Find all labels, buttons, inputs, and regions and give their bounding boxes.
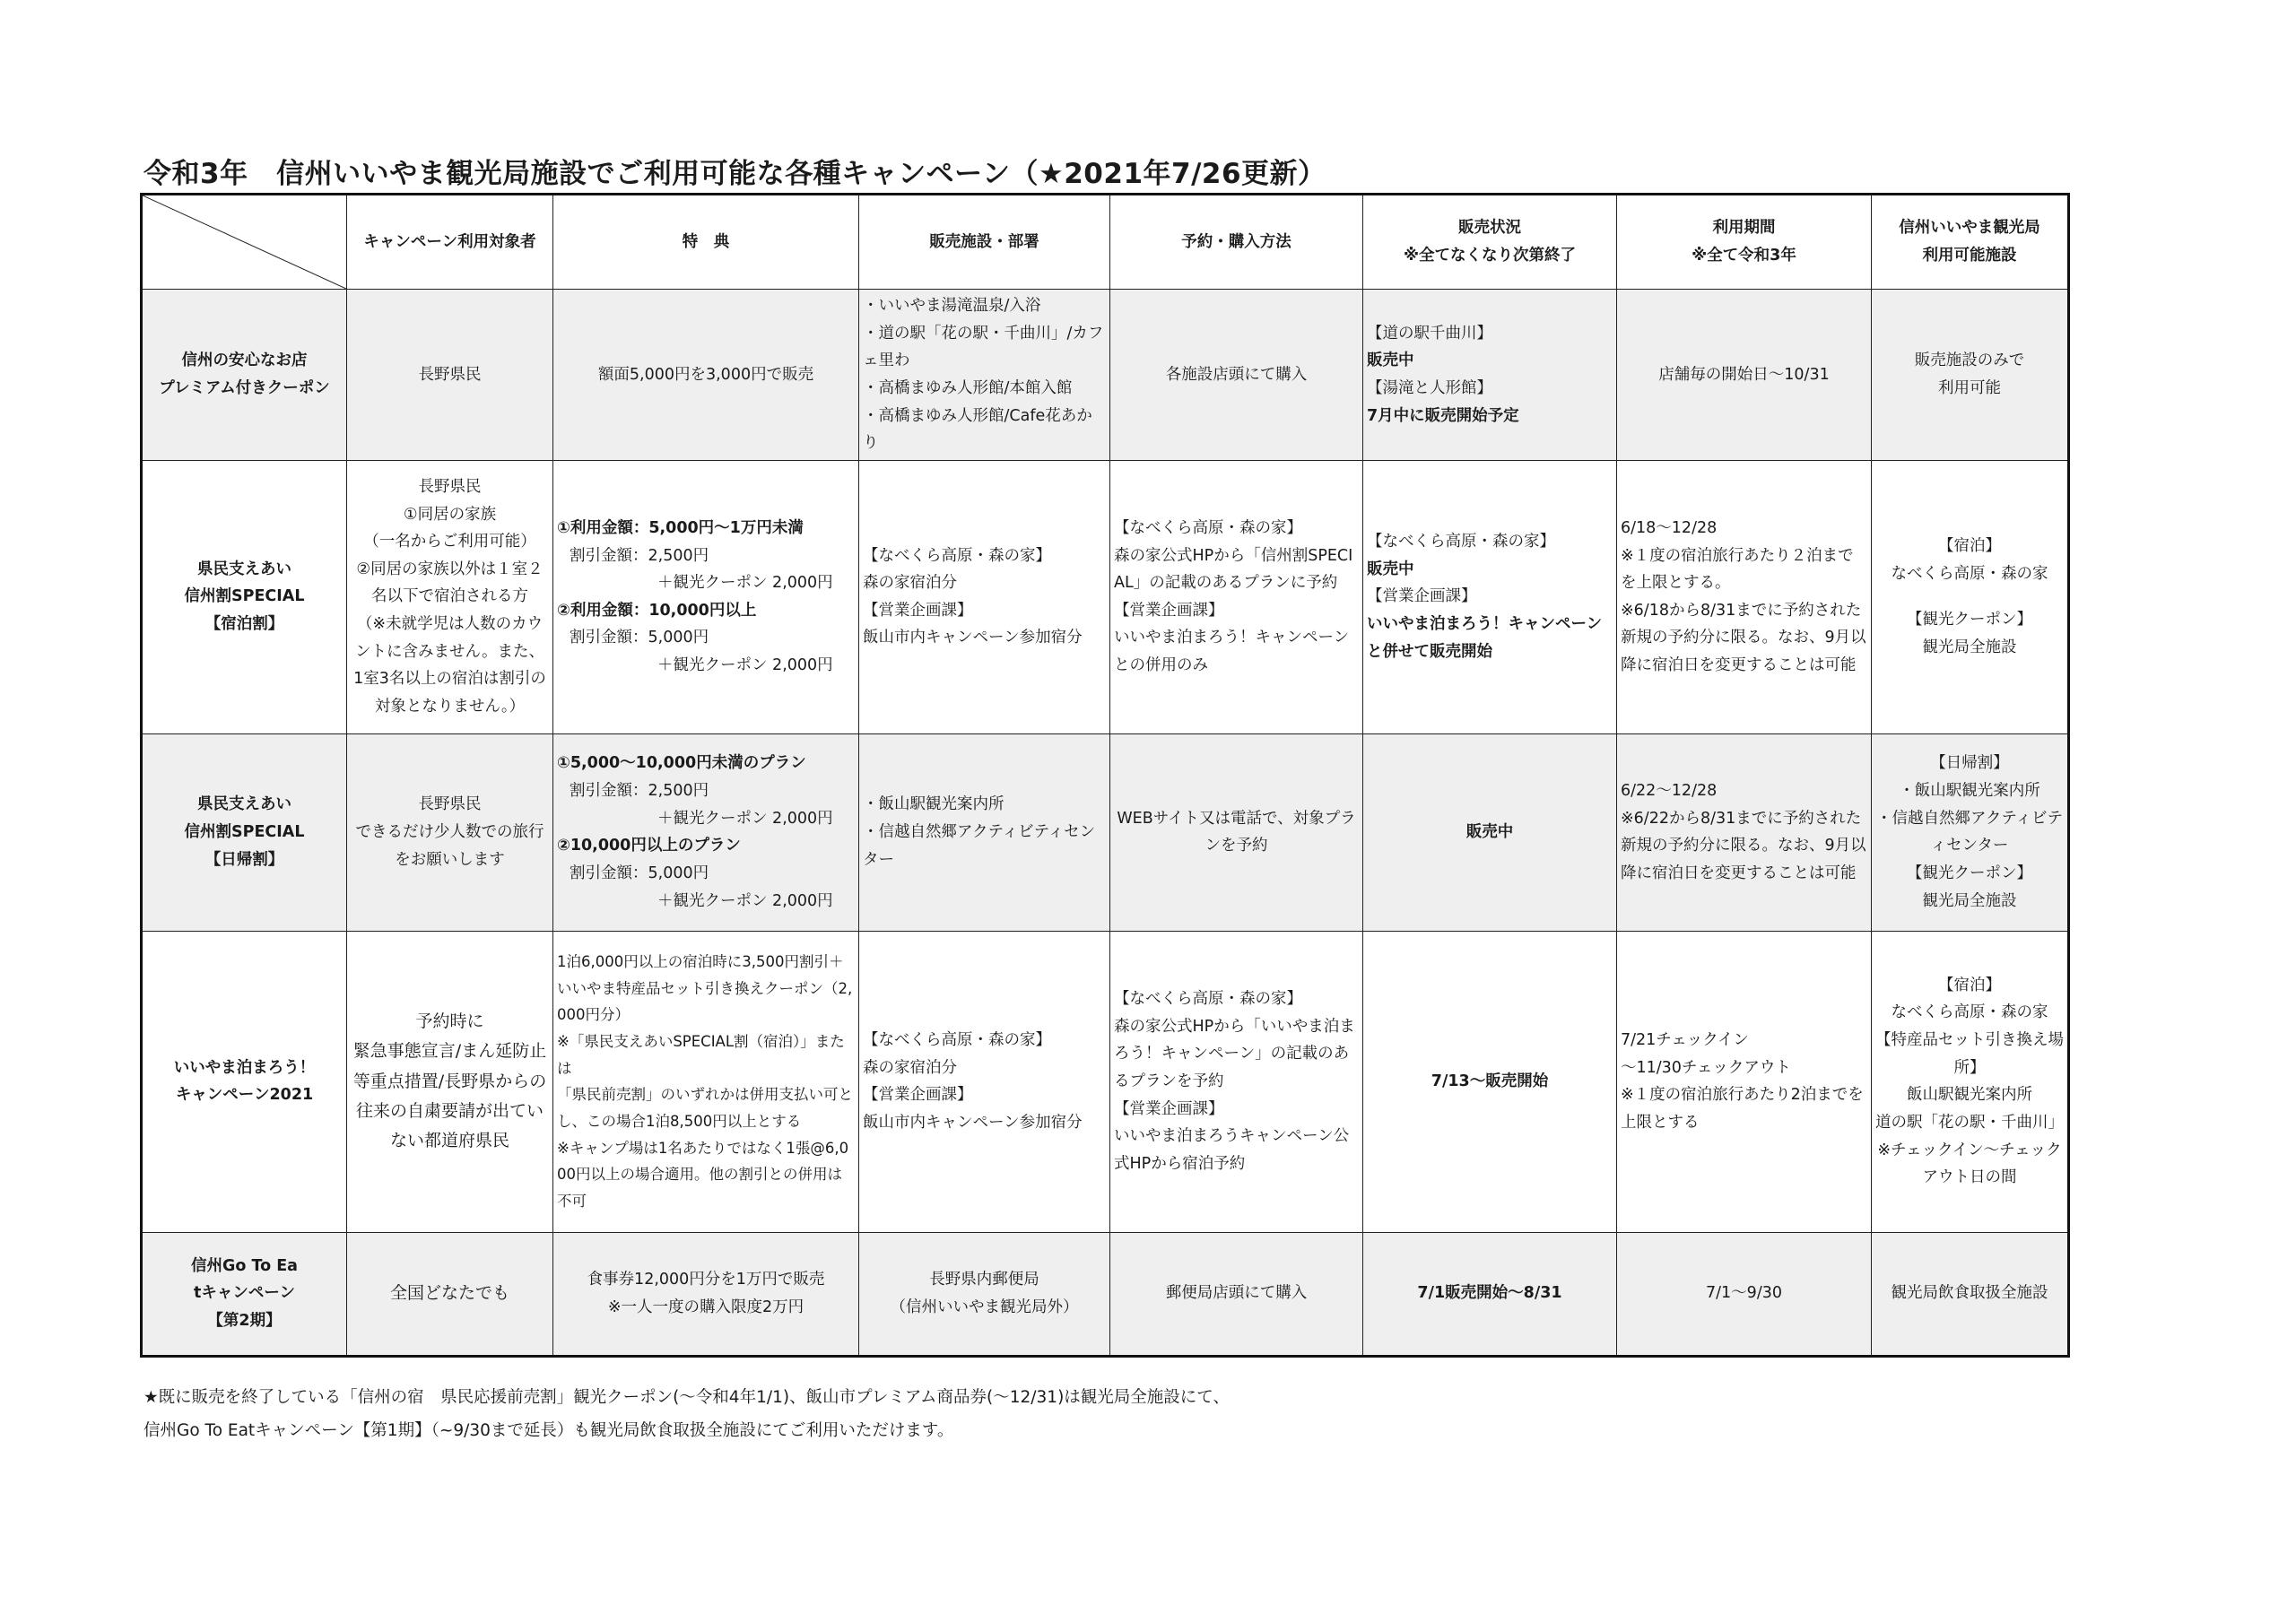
table-row <box>142 1232 2069 1356</box>
page-title: 令和3年 信州いいやま観光局施設でご利用可能な各種キャンペーン（★2021年7/26更新） <box>144 158 1326 190</box>
facility-line: 【日帰割】 <box>1930 754 2009 773</box>
facility-line: 観光局全施設 <box>1922 891 2017 910</box>
method-cell <box>1110 1232 1363 1356</box>
benefit-line: ※「県民支えあいSPECIAL割（宿泊）」または <box>557 1032 845 1077</box>
sales-line: 森の家宿泊分 <box>863 574 957 593</box>
benefit-line: ＋観光クーポン 2,000円 <box>657 656 833 674</box>
campaign-name-line: いいやま泊まろう！ <box>173 1058 316 1077</box>
target-line: 長野県民 <box>418 477 482 496</box>
target-cell <box>347 931 553 1232</box>
facility-line: 【観光クーポン】 <box>1907 611 2032 629</box>
sales-line: ・高橋まゆみ人形館/本館入館 <box>863 378 1073 397</box>
target-line: 全国どなたでも <box>389 1283 509 1304</box>
method-cell <box>1110 460 1363 733</box>
status-cell <box>1363 1232 1617 1356</box>
target-line: 緊急事態宣言/まん延防止等重点措置/長野県からの往来の自粛要請が出ていない都道府県民 <box>352 1041 547 1151</box>
method-line: 【なべくら高原・森の家】 <box>1114 990 1302 1009</box>
target-cell <box>347 1232 553 1356</box>
header-target: キャンペーン利用対象者 <box>347 195 553 290</box>
benefit-line: ①5,000〜10,000円未満のプラン <box>557 754 806 773</box>
status-cell <box>1363 460 1617 733</box>
status-line: 【なべくら高原・森の家】 <box>1367 533 1555 551</box>
period-line: ※１度の宿泊旅行あたり2泊までを上限とする <box>1621 1086 1864 1132</box>
target-line: ②同居の家族以外は１室２名以下で宿泊される方 <box>356 560 544 606</box>
period-line: 店舗毎の開始日〜10/31 <box>1658 365 1830 384</box>
facility-line: 飯山駅観光案内所 <box>1907 1086 2032 1105</box>
benefit-line: 食事券12,000円分を1万円で販売 <box>587 1271 825 1289</box>
sales-line: ・いいやま湯滝温泉/入浴 <box>863 297 1041 315</box>
method-line: いいやま泊まろう！キャンペーンとの併用のみ <box>1114 629 1350 674</box>
status-line: 7/13〜販売開始 <box>1431 1072 1549 1090</box>
status-line: 7月中に販売開始予定 <box>1367 406 1519 425</box>
status-cell <box>1363 931 1617 1232</box>
sales-line: 【なべくら高原・森の家】 <box>863 1031 1051 1049</box>
facility-cell <box>1872 460 2069 733</box>
benefit-line: 「県民前売割」のいずれかは併用支払い可とし、この場合1泊8,500円以上とする <box>557 1086 853 1130</box>
sales-cell <box>859 733 1110 931</box>
facility-cell <box>1872 290 2069 461</box>
sales-line: 【営業企画課】 <box>863 601 973 620</box>
header-row <box>142 195 2069 290</box>
period-cell <box>1617 931 1872 1232</box>
sales-cell <box>859 290 1110 461</box>
method-line: いいやま泊まろうキャンペーン公式HPから宿泊予約 <box>1114 1127 1350 1173</box>
method-line: 【なべくら高原・森の家】 <box>1114 518 1302 537</box>
period-line: 7/1〜9/30 <box>1706 1284 1782 1303</box>
sales-line: 長野県内郵便局 <box>929 1271 1039 1289</box>
period-line: ※6/22から8/31までに予約された新規の予約分に限る。なお、9月以降に宿泊日を変更することは可能 <box>1621 809 1866 882</box>
facility-line: 【宿泊】 <box>1938 537 2001 555</box>
period-line: 6/18〜12/28 <box>1621 518 1718 537</box>
facility-line: 道の駅「花の駅・千曲川」 <box>1875 1113 2064 1132</box>
header-period <box>1617 195 1872 290</box>
diagonal-line-icon <box>143 195 346 289</box>
method-line: 各施設店頭にて購入 <box>1165 365 1308 384</box>
campaign-name-line: キャンペーン2021 <box>175 1086 314 1105</box>
method-line: 【営業企画課】 <box>1114 601 1224 620</box>
header-facility-line: 信州いいやま観光局 <box>1899 219 2040 238</box>
sales-cell <box>859 931 1110 1232</box>
facility-line: ・信越自然郷アクティビティセンター <box>1875 809 2064 855</box>
sales-line: ・信越自然郷アクティビティセンター <box>863 822 1096 869</box>
table-row <box>142 733 2069 931</box>
benefit-line: 割引金額：2,500円 <box>570 546 709 565</box>
header-sales: 販売施設・部署 <box>859 195 1110 290</box>
facility-line: 販売施設のみで <box>1914 352 2025 370</box>
target-line: （※未就学児は人数のカウントに含みません。また、1室3名以上の宿泊は割引の対象となりません。） <box>353 615 546 716</box>
campaign-name-line: 【日帰割】 <box>204 850 284 869</box>
method-line: 森の家公式HPから「信州割SPECIAL」の記載のあるプランに予約 <box>1114 546 1353 593</box>
sales-line: 飯山市内キャンペーン参加宿分 <box>863 629 1083 647</box>
target-line: 予約時に <box>415 1011 484 1032</box>
table-row <box>142 290 2069 461</box>
period-cell <box>1617 290 1872 461</box>
facility-line: 【特産品セット引き換え場所】 <box>1875 1031 2064 1077</box>
footnote-line: 信州Go To Eatキャンペーン【第1期】（~9/30まで延長）も観光局飲食取扱全施設にてご利用いただけます。 <box>144 1421 954 1440</box>
campaign-name <box>142 733 347 931</box>
status-line: 【湯滝と人形館】 <box>1367 378 1492 397</box>
facility-line: 【宿泊】 <box>1938 976 2001 994</box>
table-row <box>142 460 2069 733</box>
spacer <box>1875 587 2064 606</box>
target-cell <box>347 460 553 733</box>
period-line: 6/22〜12/28 <box>1621 782 1718 800</box>
benefit-line: ＋観光クーポン 2,000円 <box>657 891 833 910</box>
campaign-name <box>142 1232 347 1356</box>
method-cell <box>1110 931 1363 1232</box>
sales-cell <box>859 1232 1110 1356</box>
method-line: 郵便局店頭にて購入 <box>1165 1284 1308 1303</box>
benefit-line: 割引金額：5,000円 <box>570 864 709 882</box>
campaign-name-line: 県民支えあい <box>197 795 291 814</box>
header-status <box>1363 195 1617 290</box>
status-line: 【営業企画課】 <box>1367 587 1477 606</box>
status-line: 【道の駅千曲川】 <box>1367 324 1492 343</box>
sales-line: ・高橋まゆみ人形館/Cafe花あかり <box>863 406 1092 453</box>
target-cell <box>347 290 553 461</box>
header-facility-note: 利用可能施設 <box>1922 247 2017 265</box>
benefit-line: ②利用金額：10,000円以上 <box>557 601 757 620</box>
campaign-name-line: 【第2期】 <box>207 1312 282 1331</box>
benefit-cell <box>553 931 859 1232</box>
sales-line: 飯山市内キャンペーン参加宿分 <box>863 1113 1083 1132</box>
target-cell <box>347 733 553 931</box>
benefit-line: ※一人一度の購入限度2万円 <box>607 1298 804 1316</box>
benefit-cell <box>553 733 859 931</box>
header-period-line: 利用期間 <box>1712 219 1776 238</box>
status-line: 販売中 <box>1465 822 1514 841</box>
benefit-line: ※キャンプ場は1名あたりではなく1張@6,000円以上の場合適用。他の割引との併用は不可 <box>557 1139 849 1210</box>
campaign-name-line: 信州割SPECIAL <box>184 587 305 606</box>
campaign-name-line: 信州の安心なお店 <box>181 352 308 370</box>
period-cell <box>1617 1232 1872 1356</box>
corner-cell <box>142 195 347 290</box>
facility-cell <box>1872 733 2069 931</box>
campaign-name <box>142 460 347 733</box>
method-line: 【営業企画課】 <box>1114 1099 1224 1118</box>
target-line: （一名からご利用可能） <box>363 533 536 551</box>
benefit-cell <box>553 290 859 461</box>
period-line: 〜11/30チェックアウト <box>1621 1058 1791 1077</box>
method-line: 森の家公式HPから「いいやま泊まろう！キャンペーン」の記載のあるプランを予約 <box>1114 1017 1355 1090</box>
period-cell <box>1617 733 1872 931</box>
sales-line: 森の家宿泊分 <box>863 1058 957 1077</box>
campaign-name <box>142 931 347 1232</box>
benefit-line: 割引金額：2,500円 <box>570 782 709 800</box>
sales-line: （信州いいやま観光局外） <box>890 1298 1079 1316</box>
header-facility <box>1872 195 2069 290</box>
facility-line: なべくら高原・森の家 <box>1891 564 2048 583</box>
header-benefit: 特 典 <box>553 195 859 290</box>
status-cell <box>1363 733 1617 931</box>
header-method: 予約・購入方法 <box>1110 195 1363 290</box>
method-cell <box>1110 290 1363 461</box>
campaign-name-line: 信州Go To Ea <box>191 1256 298 1275</box>
header-status-line: 販売状況 <box>1458 219 1521 238</box>
table-row <box>142 931 2069 1232</box>
facility-line: 利用可能 <box>1938 378 2001 397</box>
benefit-cell <box>553 460 859 733</box>
sales-line: ・道の駅「花の駅・千曲川」/カフェ里わ <box>863 324 1104 370</box>
period-line: ※6/18から8/31までに予約された新規の予約分に限る。なお、9月以降に宿泊日を変更することは可能 <box>1621 601 1866 674</box>
status-line: 販売中 <box>1367 352 1414 370</box>
benefit-line: ＋観光クーポン 2,000円 <box>657 809 833 828</box>
target-line: 長野県民 <box>418 365 482 384</box>
facility-line: 観光局飲食取扱全施設 <box>1891 1284 2048 1303</box>
benefit-line: 割引金額：5,000円 <box>570 629 709 647</box>
period-cell <box>1617 460 1872 733</box>
facility-cell <box>1872 1232 2069 1356</box>
target-line: 長野県民 <box>418 795 482 814</box>
campaign-name-line: tキャンペーン <box>193 1284 295 1303</box>
facility-cell <box>1872 931 2069 1232</box>
method-line: WEBサイト又は電話で、対象プランを予約 <box>1117 809 1356 855</box>
status-line: 7/1販売開始〜8/31 <box>1417 1284 1562 1303</box>
facility-line: ※チェックイン〜チェックアウト日の間 <box>1877 1141 2062 1187</box>
period-line: ※１度の宿泊旅行あたり２泊までを上限とする。 <box>1621 546 1854 593</box>
sales-line: 【営業企画課】 <box>863 1086 973 1105</box>
method-cell <box>1110 733 1363 931</box>
facility-line: 【観光クーポン】 <box>1907 864 2032 882</box>
target-line: できるだけ少人数での旅行をお願いします <box>355 822 544 869</box>
campaign-name-line: 【宿泊割】 <box>204 615 284 634</box>
campaign-table <box>140 193 2070 1358</box>
status-line: いいやま泊まろう！キャンペーンと併せて販売開始 <box>1367 615 1603 661</box>
campaign-name-line: 県民支えあい <box>197 560 291 578</box>
benefit-line: 1泊6,000円以上の宿泊時に3,500円割引＋いいやま特産品セット引き換えクーポン（2,000円分） <box>557 952 853 1024</box>
status-line: 販売中 <box>1367 560 1414 578</box>
benefit-line: ②10,000円以上のプラン <box>557 837 741 855</box>
facility-line: なべくら高原・森の家 <box>1891 1003 2048 1022</box>
sales-line: ・飯山駅観光案内所 <box>863 795 1004 814</box>
sales-line: 【なべくら高原・森の家】 <box>863 546 1051 565</box>
sales-cell <box>859 460 1110 733</box>
benefit-line: 額面5,000円を3,000円で販売 <box>597 365 814 384</box>
campaign-name-line: プレミアム付きクーポン <box>159 378 330 397</box>
header-status-note: ※全てなくなり次第終了 <box>1403 247 1576 265</box>
target-line: ①同居の家族 <box>403 505 497 524</box>
benefit-line: ＋観光クーポン 2,000円 <box>657 574 833 593</box>
footnote-line: ★既に販売を終了している「信州の宿 県民応援前売割」観光クーポン(〜令和4年1/1)、飯山市プレミアム商品券(〜12/31)は観光局全施設にて、 <box>144 1388 1230 1407</box>
status-cell <box>1363 290 1617 461</box>
campaign-name <box>142 290 347 461</box>
footnote <box>144 1381 1230 1447</box>
facility-line: 観光局全施設 <box>1922 638 2017 656</box>
benefit-cell <box>553 1232 859 1356</box>
campaign-name-line: 信州割SPECIAL <box>184 822 305 841</box>
header-period-note: ※全て令和3年 <box>1692 247 1796 265</box>
facility-line: ・飯山駅観光案内所 <box>1899 782 2040 800</box>
benefit-line: ①利用金額：5,000円〜1万円未満 <box>557 518 804 537</box>
period-line: 7/21チェックイン <box>1621 1031 1749 1049</box>
